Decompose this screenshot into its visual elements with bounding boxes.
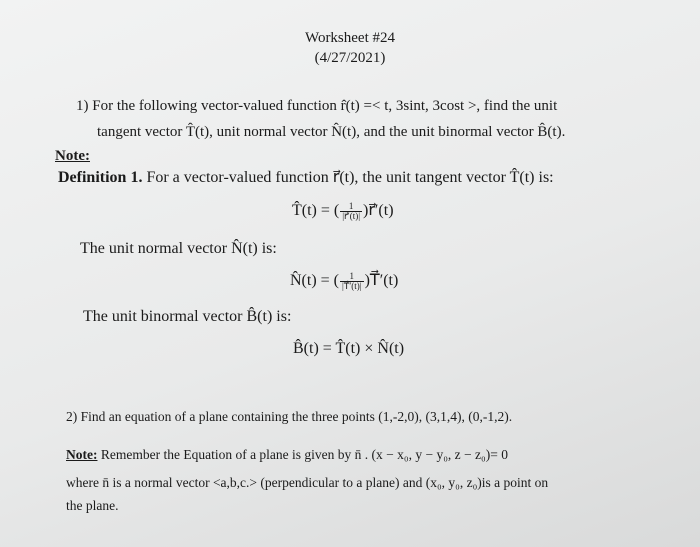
unit-binormal-text: The unit binormal vector B̂(t) is: <box>83 308 292 325</box>
worksheet-title: Worksheet #24 <box>304 30 396 46</box>
eq2-fraction <box>340 272 364 291</box>
eq2-denominator: |T⃗′(t)| <box>342 280 362 291</box>
plane-note-line-1 <box>66 447 508 463</box>
plane-note-text-1: Remember the Equation of a plane is given by n̄ . (x − x₀, y − y₀, z − z₀)= 0 <box>100 447 508 462</box>
question-1-line-1: 1) For the following vector-valued function r̂(t) =< t, 3sint, 3cost >, find the unit <box>76 98 558 114</box>
eq2-numerator: 1 <box>340 272 364 282</box>
note-label: Note: <box>55 148 90 164</box>
worksheet-date: (4/27/2021) <box>314 50 386 66</box>
eq1-denominator: |r⃗′(t)| <box>342 210 361 221</box>
unit-normal-text: The unit normal vector N̂(t) is: <box>80 240 277 257</box>
eq2-left: N̂(t) = ( <box>290 272 340 289</box>
eq1-right: )r⃗′(t) <box>363 202 394 219</box>
definition-text: For a vector-valued function r⃗(t), the unit tangent vector T̂(t) is: <box>146 169 554 186</box>
eq1-fraction <box>340 202 362 221</box>
plane-note-line-2: where n̄ is a normal vector <a,b,c.> (perpendicular to a plane) and (x₀, y₀, z₀)is a point on <box>66 475 549 490</box>
eq1-left: T̂(t) = ( <box>292 202 340 219</box>
eq1-numerator: 1 <box>340 202 362 212</box>
equation-unit-normal <box>290 270 398 291</box>
question-2-line: 2) Find an equation of a plane containing the three points (1,-2,0), (3,1,4), (0,-1,2). <box>66 409 513 424</box>
eq2-right: )T⃗′(t) <box>364 272 399 289</box>
equation-unit-binormal: B̂(t) = T̂(t) × N̂(t) <box>293 340 405 357</box>
definition-label: Definition 1. <box>58 169 143 186</box>
equation-unit-tangent <box>292 200 394 221</box>
plane-note-label: Note: <box>66 447 98 462</box>
question-1-line-2: tangent vector T̂(t), unit normal vector N̂(t), and the unit binormal vector B̂(t). <box>97 124 566 140</box>
definition-line <box>58 167 554 187</box>
plane-note-line-3: the plane. <box>66 498 119 513</box>
